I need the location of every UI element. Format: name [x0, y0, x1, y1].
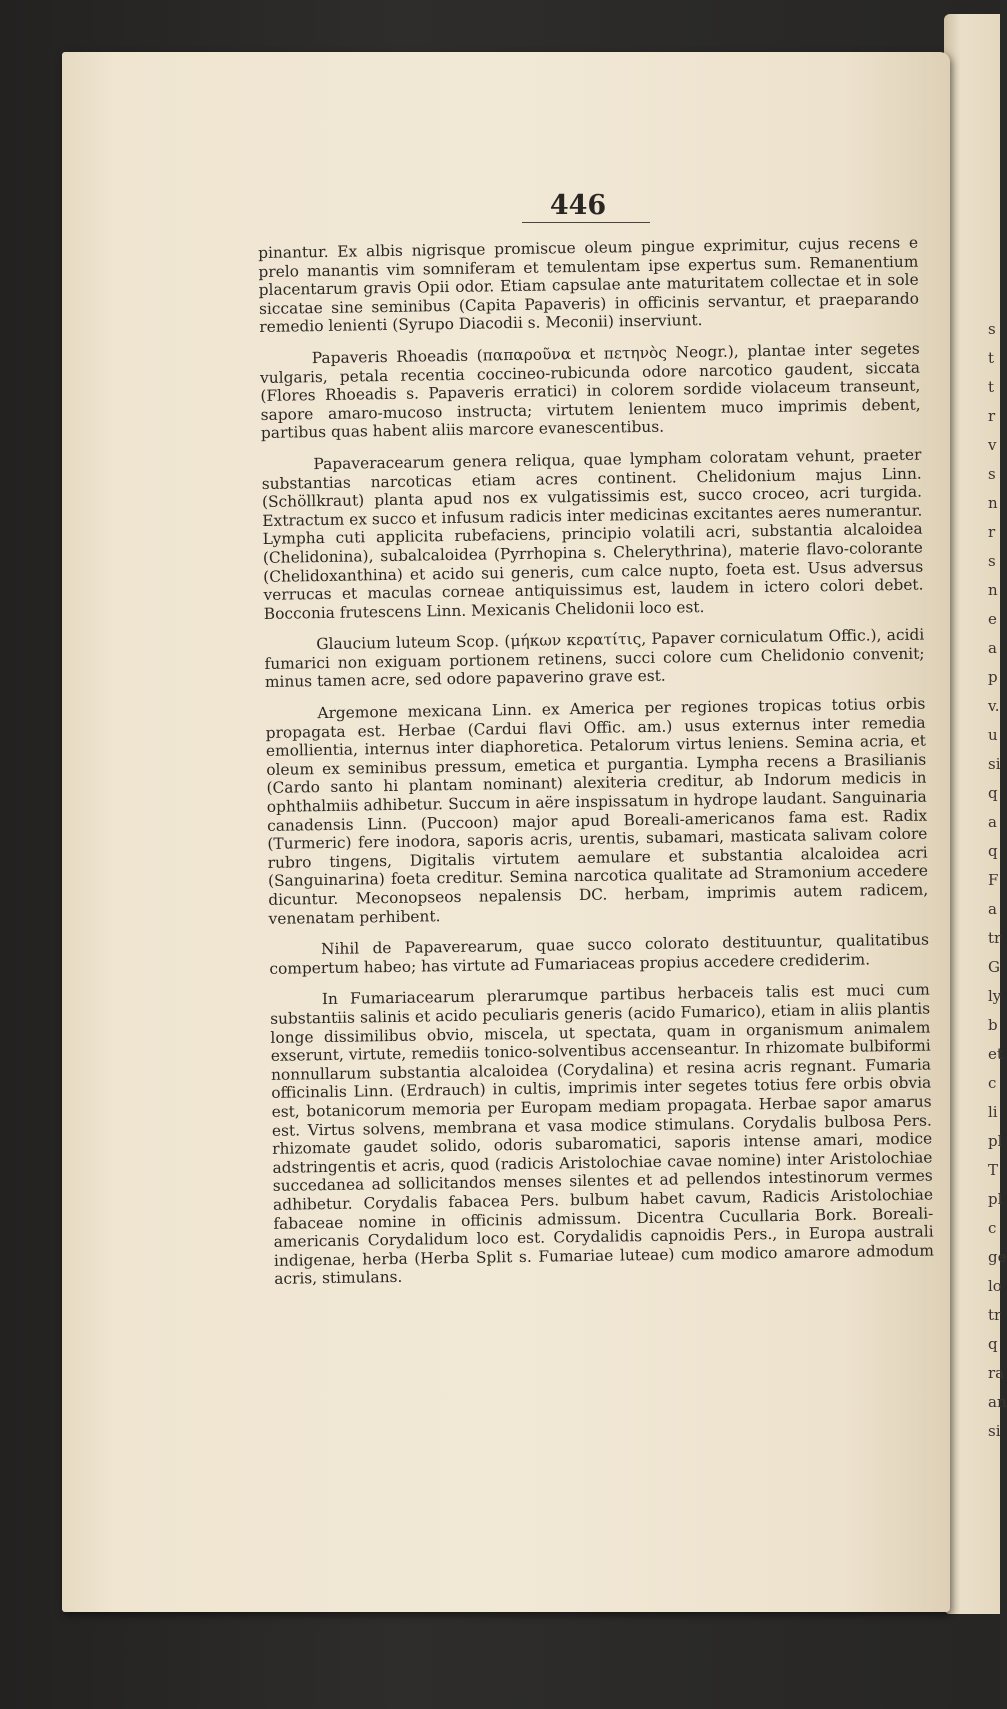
body-text	[258, 234, 934, 1289]
facing-page-margin-letters: s t t r v s n r s n e a p v. u si q a q F a tr G ly b et c li pl T pl c ge lo tr q ra an si	[988, 320, 1007, 1440]
paragraph-papaver-somniferum-end: pinantur. Ex albis nigrisque promiscue oleum pingue exprimitur, cujus recens e prelo manantis vim somniferam et temulentam ipse expertus sum. Remanentium placentarum gravis Opii odor. Etiam capsulae ante maturitatem collectae et in sole siccatae sine seminibus (Capita Papaveris) in officinis servantur, et praeparando remedio lenienti (Syrupo Diacodii s. Meconii) inserviunt.	[258, 233, 920, 337]
paragraph-glaucium: Glaucium luteum Scop. (μήκων κερατίτις, Papaver corniculatum Offic.), acidi fumarici non exiguam portionem retinens, succi colore cum Chelidonio convenit; minus tamen acre, sed odore papaverino grave est.	[264, 625, 925, 692]
header-rule	[522, 222, 650, 223]
paragraph-papavereae: Nihil de Papaverearum, quae succo colorato destituuntur, qualitatibus compertum habeo; has virtute ad Fumariaceas propius accedere crediderim.	[269, 930, 930, 978]
paragraph-argemone: Argemone mexicana Linn. ex America per regiones tropicas totius orbis propagata est. Herbae (Cardui flavi Offic. am.) usus externus inter remedia emollientia, internus inter diaphoretica. Petalorum virtus leniens. Semina acria, et oleum ex seminibus pressum, emetica et purgantia. Lympha recens a Brasilianis (Cardo santo hi plantam nominant) alexiteria creditur, ab Indorum medicis in ophthalmiis adhibetur. Succum in aëre inspissatum in hydrope laudant. Sanguinaria canadensis Linn. (Puccoon) major apud Boreali-americanos fama est. Radix (Turmeric) fere inodora, saporis acris, urentis, subamari, masticata salivam colore rubro tingens, Digitalis virtutem aemulare et substantia alcaloidea acri (Sanguinarina) foeta creditur. Semina narcotica qualitate ad Stramonium accedere dicuntur. Meconopseos nepalensis DC. herbam, imprimis autem radicem, venenatam perhibent.	[265, 694, 929, 928]
paragraph-fumariaceae: In Fumariacearum plerarumque partibus herbaceis talis est muci cum substantiis salinis et acido peculiaris generis (acido Fumarico), etiam in aliis plantis longe dissimilibus obvio, miscela, ut spectata, quam in organismum animalem exserunt, virtute, remediis tonico-solventibus accenseantur. In rhizomate bulbiformi nonnullarum substantia alcaloidea (Corydalina) et resina acris regnant. Fumaria officinalis Linn. (Erdrauch) in cultis, imprimis inter segetes totius fere orbis obvia est, botanicorum memoria per Europam mediam propagata. Herbae sapor amarus est. Virtus solvens, membrana et vasa modice stimulans. Corydalis bulbosa Pers. rhizomate gaudet solido, odoris subaromatici, saporis intense amari, modice adstringentis et acris, quod (radicis Aristolochiae cavae nomine) inter Aristolochiae succedanea ad sollicitandos menses silentes et ad pellendos intestinorum vermes adhibetur. Corydalis fabacea Pers. bulbum habet cavum, Radicis Aristolochiae fabaceae nomine in officinis admissum. Dicentra Cucullaria Bork. Boreali-americanis Corydalidum loco est. Corydalidis capnoidis Pers., in Europa australi indigenae, herba (Herba Split s. Fumariae luteae) cum modico amarore admodum acris, stimulans.	[270, 980, 935, 1289]
paragraph-papaveraceae-chelidonium: Papaveracearum genera reliqua, quae lympham coloratam vehunt, praeter substantias narcoticas etiam acres continent. Chelidonium majus Linn. (Schöllkraut) planta apud nos ex vulgatissimis est, succo croceo, acri turgida. Extractum ex succo et infusum radicis inter medicinas excitantes aeres numerantur. Lympha cuti applicita rubefaciens, principio volatili acri, substantia alcaloidea (Chelidonina), subalcaloidea (Pyrrhopina s. Chelerythrina), materie flavo-colorante (Chelidoxanthina) et acido sui generis, cum calce nupto, foeta est. Usus adversus verrucas et maculas corneae antiquissimus est, laudem in ictero colori debet. Bocconia frutescens Linn. Mexicanis Chelidonii loco est.	[261, 445, 924, 623]
paragraph-papaver-rhoeas: Papaveris Rhoeadis (παπαροῦνα et πετηνὸς Neogr.), plantae inter segetes vulgaris, petala recentia coccineo-rubicunda odore narcotico gaudent, siccata (Flores Rhoeadis s. Papaveris erratici) in colorem sordide violaceum transeunt, sapore amaro-mucoso instructa; virtutem lenientem muco imprimis debent, partibus quas habent aliis marcore evanescentibus.	[259, 339, 921, 443]
page-number: 446	[549, 190, 607, 221]
